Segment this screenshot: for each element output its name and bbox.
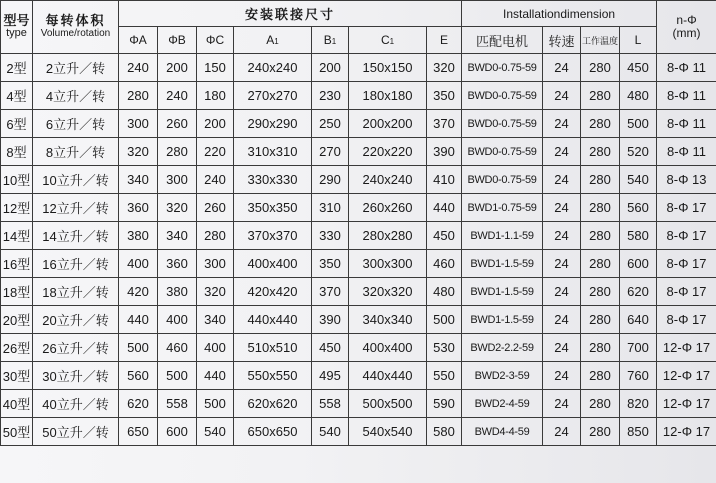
phiA-cell: 320 [119, 138, 158, 166]
A1-cell: 550x550 [234, 362, 312, 390]
temp-cell: 280 [581, 334, 620, 362]
phiC-cell: 340 [197, 306, 234, 334]
A1-cell: 620x620 [234, 390, 312, 418]
B1-cell: 450 [312, 334, 349, 362]
phiC-cell: 150 [197, 54, 234, 82]
phiC-cell: 300 [197, 250, 234, 278]
col-phiC: ΦC [197, 27, 234, 54]
motor-cell: BWD0-0.75-59 [462, 110, 543, 138]
col-C1-label: C [380, 33, 390, 47]
type-cell: 12型 [1, 194, 33, 222]
A1-cell: 510x510 [234, 334, 312, 362]
E-cell: 590 [427, 390, 462, 418]
phiB-cell: 240 [158, 82, 197, 110]
type-cell: 10型 [1, 166, 33, 194]
C1-cell: 500x500 [349, 390, 427, 418]
motor-cell: BWD1-0.75-59 [462, 194, 543, 222]
A1-cell: 400x400 [234, 250, 312, 278]
B1-cell: 390 [312, 306, 349, 334]
motor-cell: BWD2-3-59 [462, 362, 543, 390]
table-row [1, 166, 716, 194]
B1-cell: 558 [312, 390, 349, 418]
table-row [1, 54, 716, 82]
L-cell: 640 [620, 306, 657, 334]
B1-cell: 370 [312, 278, 349, 306]
phiA-cell: 240 [119, 54, 158, 82]
col-B1 [312, 27, 349, 54]
B1-cell: 310 [312, 194, 349, 222]
C1-cell: 320x320 [349, 278, 427, 306]
L-cell: 500 [620, 110, 657, 138]
E-cell: 580 [427, 418, 462, 446]
volume-cell: 50立升／转 [33, 418, 119, 446]
B1-cell: 540 [312, 418, 349, 446]
motor-cell: BWD2-2.2-59 [462, 334, 543, 362]
type-header-en: type [6, 27, 27, 39]
speed-cell: 24 [543, 306, 581, 334]
L-cell: 600 [620, 250, 657, 278]
type-cell: 26型 [1, 334, 33, 362]
volume-cell: 14立升／转 [33, 222, 119, 250]
table-row [1, 418, 716, 446]
temp-cell: 280 [581, 194, 620, 222]
col-E: E [427, 27, 462, 54]
col-B1-sub: 1 [331, 37, 337, 46]
install-header-cn: 安装联接尺寸 [119, 1, 462, 27]
speed-cell: 24 [543, 110, 581, 138]
L-cell: 520 [620, 138, 657, 166]
motor-cell: BWD4-4-59 [462, 418, 543, 446]
phiC-cell: 220 [197, 138, 234, 166]
col-L: L [620, 27, 657, 54]
B1-cell: 200 [312, 54, 349, 82]
phiB-cell: 320 [158, 194, 197, 222]
speed-cell: 24 [543, 390, 581, 418]
phiA-cell: 500 [119, 334, 158, 362]
nphi-cell: 12-Φ 17 [657, 418, 716, 446]
C1-cell: 340x340 [349, 306, 427, 334]
B1-cell: 495 [312, 362, 349, 390]
table-row [1, 334, 716, 362]
E-cell: 550 [427, 362, 462, 390]
L-cell: 760 [620, 362, 657, 390]
B1-cell: 270 [312, 138, 349, 166]
temp-cell: 280 [581, 278, 620, 306]
temp-cell: 280 [581, 110, 620, 138]
table-row [1, 250, 716, 278]
table-row [1, 222, 716, 250]
nphi-cell: 8-Φ 11 [657, 110, 716, 138]
E-cell: 370 [427, 110, 462, 138]
volume-header-en: Volume/rotation [40, 28, 111, 39]
table-row [1, 82, 716, 110]
phiC-cell: 440 [197, 362, 234, 390]
speed-cell: 24 [543, 362, 581, 390]
nphi-cell: 8-Φ 17 [657, 194, 716, 222]
C1-cell: 240x240 [349, 166, 427, 194]
phiA-cell: 560 [119, 362, 158, 390]
type-cell: 4型 [1, 82, 33, 110]
nphi-cell: 8-Φ 11 [657, 82, 716, 110]
L-cell: 820 [620, 390, 657, 418]
A1-cell: 440x440 [234, 306, 312, 334]
E-cell: 350 [427, 82, 462, 110]
volume-cell: 30立升／转 [33, 362, 119, 390]
phiA-cell: 380 [119, 222, 158, 250]
L-cell: 850 [620, 418, 657, 446]
C1-cell: 180x180 [349, 82, 427, 110]
col-A1-sub: 1 [274, 37, 279, 46]
speed-cell: 24 [543, 278, 581, 306]
C1-cell: 260x260 [349, 194, 427, 222]
volume-cell: 40立升／转 [33, 390, 119, 418]
temp-cell: 280 [581, 306, 620, 334]
nphi-cell: 8-Φ 17 [657, 250, 716, 278]
C1-cell: 400x400 [349, 334, 427, 362]
table-row [1, 278, 716, 306]
E-cell: 320 [427, 54, 462, 82]
motor-cell: BWD1-1.5-59 [462, 250, 543, 278]
speed-cell: 24 [543, 54, 581, 82]
A1-cell: 270x270 [234, 82, 312, 110]
phiA-cell: 300 [119, 110, 158, 138]
motor-cell: BWD0-0.75-59 [462, 54, 543, 82]
B1-cell: 230 [312, 82, 349, 110]
phiB-cell: 200 [158, 54, 197, 82]
A1-cell: 350x350 [234, 194, 312, 222]
phiA-cell: 650 [119, 418, 158, 446]
phiA-cell: 280 [119, 82, 158, 110]
phiB-cell: 260 [158, 110, 197, 138]
L-cell: 540 [620, 166, 657, 194]
nphi-cell: 12-Φ 17 [657, 334, 716, 362]
table-row [1, 110, 716, 138]
E-cell: 460 [427, 250, 462, 278]
B1-cell: 330 [312, 222, 349, 250]
B1-cell: 350 [312, 250, 349, 278]
phiC-cell: 200 [197, 110, 234, 138]
nphi-header-top: n-Φ [676, 13, 697, 27]
nphi-cell: 8-Φ 11 [657, 138, 716, 166]
col-phiB: ΦB [158, 27, 197, 54]
volume-header [33, 1, 119, 54]
speed-cell: 24 [543, 166, 581, 194]
A1-cell: 420x420 [234, 278, 312, 306]
phiC-cell: 260 [197, 194, 234, 222]
temp-cell: 280 [581, 82, 620, 110]
phiB-cell: 380 [158, 278, 197, 306]
C1-cell: 220x220 [349, 138, 427, 166]
nphi-cell: 8-Φ 17 [657, 278, 716, 306]
L-cell: 700 [620, 334, 657, 362]
type-cell: 6型 [1, 110, 33, 138]
col-motor: 匹配电机 [462, 27, 543, 54]
volume-cell: 20立升／转 [33, 306, 119, 334]
header-row-top [1, 1, 716, 27]
speed-cell: 24 [543, 194, 581, 222]
phiA-cell: 420 [119, 278, 158, 306]
A1-cell: 290x290 [234, 110, 312, 138]
C1-cell: 150x150 [349, 54, 427, 82]
speed-cell: 24 [543, 222, 581, 250]
col-phiA: ΦA [119, 27, 158, 54]
type-cell: 14型 [1, 222, 33, 250]
temp-cell: 280 [581, 362, 620, 390]
install-header-en: Installationdimension [462, 1, 657, 27]
type-cell: 2型 [1, 54, 33, 82]
volume-cell: 4立升／转 [33, 82, 119, 110]
temp-cell: 280 [581, 138, 620, 166]
table-row [1, 194, 716, 222]
phiA-cell: 340 [119, 166, 158, 194]
col-C1-sub: 1 [389, 37, 395, 46]
L-cell: 560 [620, 194, 657, 222]
type-cell: 8型 [1, 138, 33, 166]
type-cell: 16型 [1, 250, 33, 278]
speed-cell: 24 [543, 250, 581, 278]
table-row [1, 306, 716, 334]
C1-cell: 280x280 [349, 222, 427, 250]
nphi-cell: 8-Φ 11 [657, 54, 716, 82]
A1-cell: 240x240 [234, 54, 312, 82]
col-B1-label: B [323, 33, 332, 47]
volume-cell: 10立升／转 [33, 166, 119, 194]
volume-cell: 18立升／转 [33, 278, 119, 306]
E-cell: 450 [427, 222, 462, 250]
C1-cell: 440x440 [349, 362, 427, 390]
L-cell: 620 [620, 278, 657, 306]
L-cell: 580 [620, 222, 657, 250]
phiB-cell: 400 [158, 306, 197, 334]
phiB-cell: 558 [158, 390, 197, 418]
phiA-cell: 360 [119, 194, 158, 222]
phiB-cell: 280 [158, 138, 197, 166]
motor-cell: BWD0-0.75-59 [462, 82, 543, 110]
nphi-cell: 8-Φ 17 [657, 222, 716, 250]
motor-cell: BWD1-1.5-59 [462, 306, 543, 334]
speed-cell: 24 [543, 334, 581, 362]
E-cell: 440 [427, 194, 462, 222]
phiB-cell: 500 [158, 362, 197, 390]
nphi-cell: 8-Φ 17 [657, 306, 716, 334]
col-A1-label: A [266, 33, 275, 47]
C1-cell: 300x300 [349, 250, 427, 278]
phiA-cell: 400 [119, 250, 158, 278]
A1-cell: 310x310 [234, 138, 312, 166]
temp-cell: 280 [581, 418, 620, 446]
E-cell: 500 [427, 306, 462, 334]
table-row [1, 390, 716, 418]
A1-cell: 330x330 [234, 166, 312, 194]
E-cell: 530 [427, 334, 462, 362]
type-cell: 30型 [1, 362, 33, 390]
type-cell: 50型 [1, 418, 33, 446]
motor-cell: BWD1-1.1-59 [462, 222, 543, 250]
phiC-cell: 400 [197, 334, 234, 362]
speed-cell: 24 [543, 138, 581, 166]
temp-cell: 280 [581, 222, 620, 250]
col-speed: 转速 [543, 27, 581, 54]
col-A1 [234, 27, 312, 54]
phiB-cell: 600 [158, 418, 197, 446]
phiB-cell: 460 [158, 334, 197, 362]
type-cell: 40型 [1, 390, 33, 418]
temp-cell: 280 [581, 166, 620, 194]
nphi-header [657, 1, 716, 54]
volume-header-cn: 每转体积 [45, 13, 106, 28]
volume-cell: 12立升／转 [33, 194, 119, 222]
E-cell: 390 [427, 138, 462, 166]
phiC-cell: 280 [197, 222, 234, 250]
temp-cell: 280 [581, 390, 620, 418]
phiC-cell: 540 [197, 418, 234, 446]
col-temp: 工作温度 [581, 27, 620, 54]
L-cell: 480 [620, 82, 657, 110]
motor-cell: BWD0-0.75-59 [462, 166, 543, 194]
phiB-cell: 360 [158, 250, 197, 278]
speed-cell: 24 [543, 418, 581, 446]
volume-cell: 2立升／转 [33, 54, 119, 82]
phiC-cell: 180 [197, 82, 234, 110]
temp-cell: 280 [581, 54, 620, 82]
B1-cell: 250 [312, 110, 349, 138]
E-cell: 480 [427, 278, 462, 306]
type-cell: 18型 [1, 278, 33, 306]
phiA-cell: 620 [119, 390, 158, 418]
motor-cell: BWD2-4-59 [462, 390, 543, 418]
L-cell: 450 [620, 54, 657, 82]
phiA-cell: 440 [119, 306, 158, 334]
phiC-cell: 320 [197, 278, 234, 306]
temp-cell: 280 [581, 250, 620, 278]
type-cell: 20型 [1, 306, 33, 334]
volume-cell: 16立升／转 [33, 250, 119, 278]
type-header [1, 1, 33, 54]
volume-cell: 8立升／转 [33, 138, 119, 166]
nphi-cell: 12-Φ 17 [657, 390, 716, 418]
phiC-cell: 240 [197, 166, 234, 194]
table-row [1, 362, 716, 390]
motor-cell: BWD1-1.5-59 [462, 278, 543, 306]
A1-cell: 370x370 [234, 222, 312, 250]
nphi-cell: 12-Φ 17 [657, 362, 716, 390]
B1-cell: 290 [312, 166, 349, 194]
phiB-cell: 340 [158, 222, 197, 250]
volume-cell: 26立升／转 [33, 334, 119, 362]
table-row [1, 138, 716, 166]
spec-table-body [1, 54, 716, 446]
motor-cell: BWD0-0.75-59 [462, 138, 543, 166]
nphi-header-bottom: (mm) [672, 26, 701, 40]
col-C1 [349, 27, 427, 54]
phiB-cell: 300 [158, 166, 197, 194]
E-cell: 410 [427, 166, 462, 194]
C1-cell: 540x540 [349, 418, 427, 446]
volume-cell: 6立升／转 [33, 110, 119, 138]
speed-cell: 24 [543, 82, 581, 110]
type-header-cn: 型号 [3, 13, 30, 28]
phiC-cell: 500 [197, 390, 234, 418]
C1-cell: 200x200 [349, 110, 427, 138]
nphi-cell: 8-Φ 13 [657, 166, 716, 194]
A1-cell: 650x650 [234, 418, 312, 446]
